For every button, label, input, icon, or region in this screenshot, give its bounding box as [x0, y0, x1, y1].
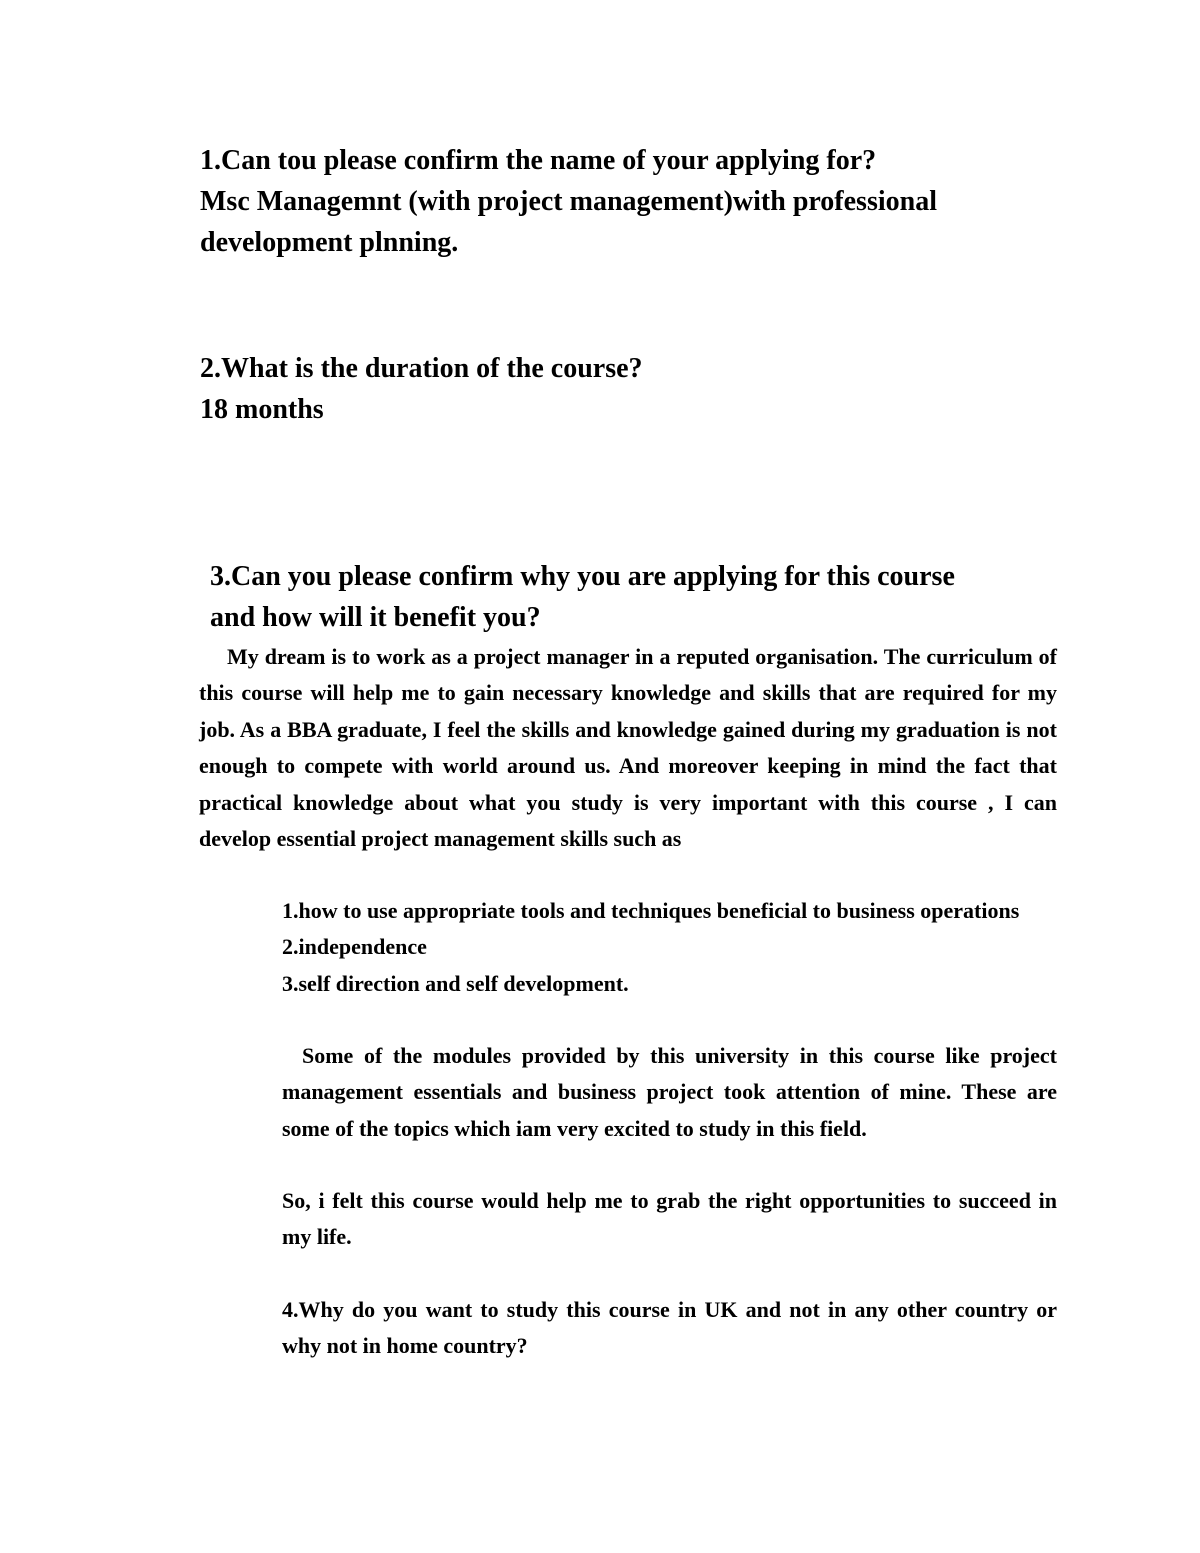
conclusion-paragraph: So, i felt this course would help me to grab the right opportunities to succeed in my life. [282, 1188, 1057, 1250]
answer-3-paragraph: My dream is to work as a project manager in a reputed organisation. The curriculum of this course will help me to gain necessary knowledge and skills that are required for my job. As a BBA graduate, I feel the skills and knowledge gained during my graduation is not enough to compete with world around us. And moreover keeping in mind the fact that practical knowledge about what you study is very important with this course , I can develop essential project management skills such as [199, 644, 1057, 852]
question-2-text: 2.What is the duration of the course? [200, 353, 643, 384]
modules-paragraph: Some of the modules provided by this university in this course like project management essentials and business project took attention of mine. These are some of the topics which iam very excited to study in this field. [282, 1043, 1057, 1141]
question-2-block [200, 348, 1100, 430]
skill-item: 2.independence [282, 934, 427, 960]
skill-item: 1.how to use appropriate tools and techniques beneficial to business operations [282, 898, 1020, 923]
question-3-line-2: and how will it benefit you? [210, 602, 541, 633]
question-3-line-1: 3.Can you please confirm why you are applying for this course [210, 561, 955, 592]
answer-2-text: 18 months [200, 394, 324, 425]
question-3-block [210, 556, 1090, 638]
skills-list [282, 893, 1057, 1002]
skill-item: 3.self direction and self development. [282, 970, 629, 996]
answer-1-line-1: Msc Managemnt (with project management)with professional [200, 186, 937, 217]
answer-1-line-2: development plnning. [200, 227, 459, 258]
question-1-text: 1.Can tou please confirm the name of your applying for? [200, 145, 877, 176]
question-4-text: 4.Why do you want to study this course in UK and not in any other country or why not in home country? [282, 1297, 1057, 1359]
question-1-block [200, 140, 1100, 263]
